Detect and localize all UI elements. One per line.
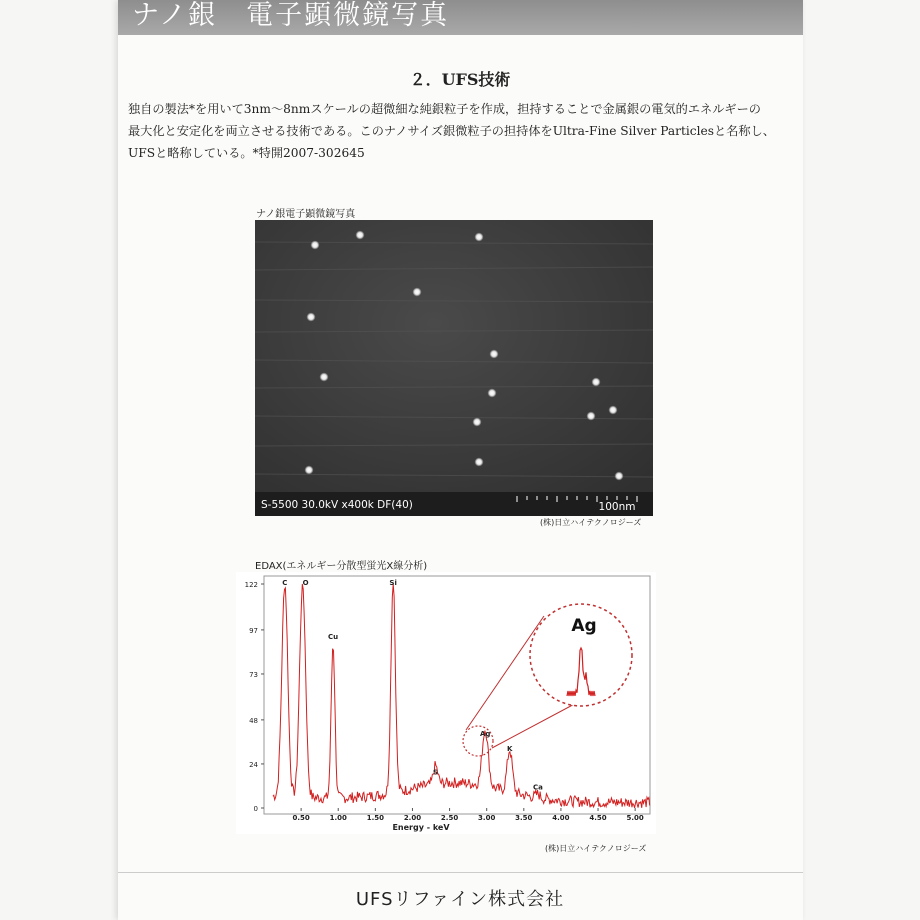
- peak-label-ag: Ag: [479, 730, 491, 739]
- y-tick-label: 24: [249, 760, 258, 769]
- silver-particle: [475, 233, 484, 242]
- intro-paragraph: [128, 98, 808, 164]
- silver-particle: [475, 458, 484, 467]
- silver-particle: [356, 231, 365, 240]
- peak-label-s: S: [432, 768, 438, 777]
- sem-scale-label: 100nm: [598, 501, 636, 513]
- intro-line-2: 最大化と安定化を両立させる技術である。このナノサイズ銀微粒子の担持体をUltra-Fine Silver Particlesと名称し、: [128, 124, 775, 138]
- peak-label-si: Si: [389, 579, 397, 587]
- silver-particle: [307, 313, 316, 322]
- y-tick-label: 73: [249, 670, 258, 679]
- sem-caption: ナノ銀電子顕微鏡写真: [256, 209, 356, 220]
- sem-micrograph: [255, 220, 653, 516]
- silver-particle: [413, 288, 422, 297]
- silver-particle: [615, 472, 624, 481]
- y-tick-label: 97: [249, 626, 258, 635]
- silver-particle: [473, 418, 482, 427]
- peak-label-k: K: [506, 744, 513, 753]
- x-tick-label: 5.00: [626, 814, 644, 822]
- section-title: ２．UFS技術: [409, 70, 511, 89]
- peak-label-cu: Cu: [327, 632, 339, 641]
- footer-rule: [118, 872, 803, 873]
- silver-particle: [311, 241, 320, 250]
- y-tick-label: 0: [253, 805, 258, 813]
- silver-particle: [305, 466, 314, 475]
- sem-credit: (株)日立ハイテクノロジーズ: [540, 518, 642, 527]
- silver-particle: [587, 412, 596, 421]
- edax-caption: EDAX(エネルギー分散型蛍光X線分析): [255, 561, 428, 572]
- y-tick-label: 48: [249, 716, 258, 725]
- x-tick-label: 1.00: [329, 814, 347, 822]
- x-tick-label: 4.00: [552, 814, 570, 822]
- x-tick-label: 4.50: [589, 814, 607, 822]
- silver-particle: [490, 350, 499, 359]
- y-tick-label: 122: [244, 581, 258, 589]
- edax-x-axis-label: Energy - keV: [392, 823, 450, 832]
- ag-inset-label: Ag: [571, 616, 597, 636]
- x-tick-label: 3.50: [515, 814, 533, 822]
- silver-particle: [592, 378, 601, 387]
- x-tick-label: 2.00: [403, 814, 422, 822]
- page-header: ナノ銀 電子顕微鏡写真: [118, 0, 803, 35]
- intro-line-3: UFSと略称している。*特開2007-302645: [128, 146, 365, 160]
- footer-company: UFSリファイン株式会社: [355, 889, 565, 910]
- x-tick-label: 0.50: [292, 814, 310, 822]
- x-tick-label: 3.00: [478, 814, 496, 822]
- edax-credit: (株)日立ハイテクノロジーズ: [545, 844, 647, 853]
- sem-info-text: S-5500 30.0kV x400k DF(40): [261, 499, 413, 511]
- silver-particle: [609, 406, 618, 415]
- peak-label-c: C: [282, 579, 288, 587]
- x-tick-label: 1.50: [366, 814, 384, 822]
- x-tick-label: 2.50: [440, 814, 459, 822]
- edax-chart: [236, 572, 656, 834]
- peak-label-ca: Ca: [532, 783, 543, 792]
- silver-particle: [488, 389, 497, 398]
- peak-label-o: O: [302, 579, 309, 587]
- intro-line-1: 独自の製法*を用いて3nm～8nmスケールの超微細な純銀粒子を作成，担持することで金属銀の電気的エネルギーの: [128, 102, 761, 116]
- silver-particle: [320, 373, 329, 382]
